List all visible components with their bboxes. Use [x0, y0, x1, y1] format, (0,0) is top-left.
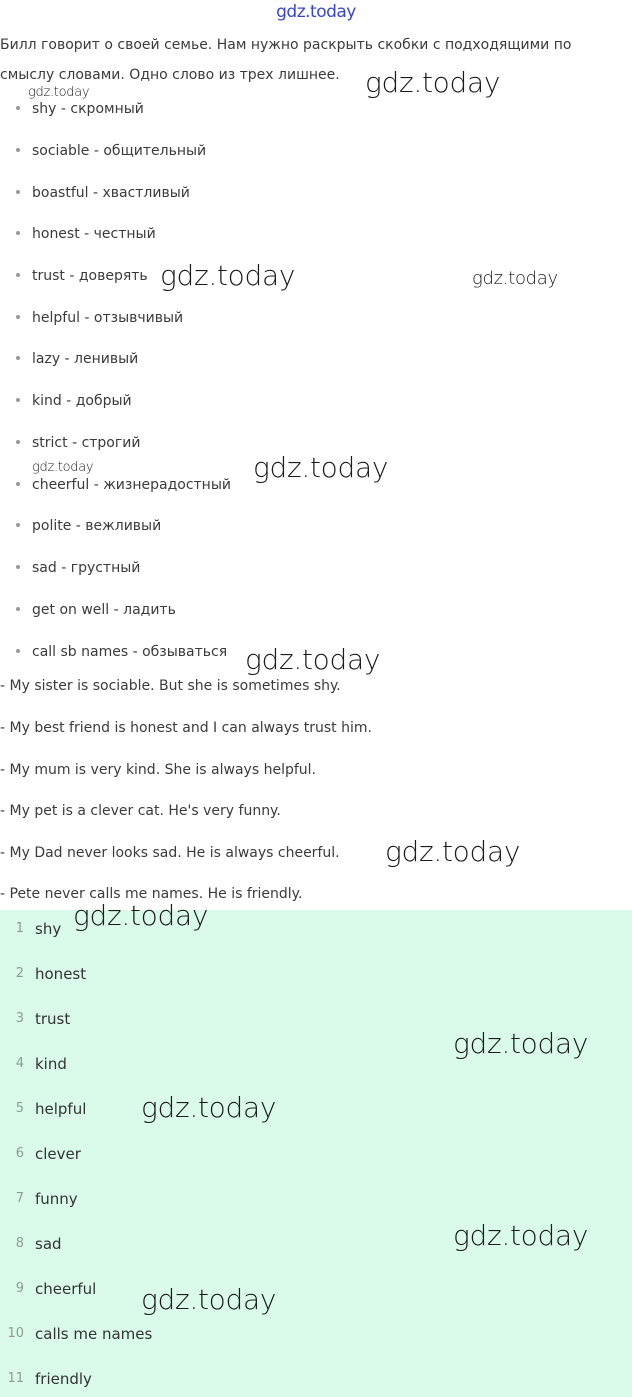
bullet-icon — [16, 190, 20, 194]
answer-word: friendly — [35, 1370, 92, 1388]
answer-number: 2 — [15, 966, 24, 981]
vocab-item — [16, 432, 140, 454]
answer-number: 10 — [7, 1326, 24, 1341]
vocab-item — [16, 390, 132, 412]
vocab-text: lazy - ленивый — [32, 351, 139, 367]
vocab-item — [16, 599, 176, 621]
vocab-text: polite - вежливый — [32, 518, 162, 534]
site-watermark-header: gdz.today — [276, 2, 356, 22]
vocab-text: call sb names - обзываться — [32, 644, 228, 660]
sentence: - Pete never calls me names. He is friendly. — [0, 886, 303, 902]
bullet-icon — [16, 482, 20, 486]
sentence: - My sister is sociable. But she is sometimes shy. — [0, 678, 341, 694]
vocab-item — [16, 348, 138, 370]
vocab-text: honest - честный — [32, 226, 156, 242]
bullet-icon — [16, 649, 20, 653]
watermark: gdz.today — [385, 835, 521, 868]
answer-word: funny — [35, 1190, 78, 1208]
watermark: gdz.today — [253, 451, 389, 484]
bullet-icon — [16, 148, 20, 152]
answer-word: shy — [35, 920, 62, 938]
answer-word: trust — [35, 1010, 71, 1028]
answer-word: clever — [35, 1145, 81, 1163]
answer-number: 6 — [15, 1146, 24, 1161]
sentence: - My best friend is honest and I can always trust him. — [0, 720, 372, 736]
vocab-text: sociable - общительный — [32, 143, 207, 159]
watermark: gdz.today — [32, 460, 94, 475]
answer-number: 8 — [15, 1236, 24, 1251]
vocab-item — [16, 182, 190, 204]
answer-number: 4 — [15, 1056, 24, 1071]
watermark: gdz.today — [73, 899, 209, 932]
vocab-item — [16, 515, 161, 537]
task-description: Билл говорит о своей семье. Нам нужно раскрыть скобки с подходящими по смыслу словами. Одно слово из трех лишнее. — [0, 37, 572, 83]
vocab-item — [16, 474, 231, 496]
watermark: gdz.today — [245, 643, 381, 676]
answer-number: 5 — [15, 1101, 24, 1116]
watermark: gdz.today — [141, 1091, 277, 1124]
sentence: - My Dad never looks sad. He is always cheerful. — [0, 845, 340, 861]
answer-number: 9 — [15, 1281, 24, 1296]
watermark: gdz.today — [453, 1219, 589, 1252]
watermark: gdz.today — [160, 259, 296, 292]
answer-number: 1 — [15, 921, 24, 936]
bullet-icon — [16, 607, 20, 611]
bullet-icon — [16, 565, 20, 569]
bullet-icon — [16, 398, 20, 402]
sentence: - My mum is very kind. She is always helpful. — [0, 762, 316, 778]
sentence: - My pet is a clever cat. He's very funny. — [0, 803, 281, 819]
bullet-icon — [16, 231, 20, 235]
watermark: gdz.today — [472, 268, 558, 289]
answer-word: calls me names — [35, 1325, 153, 1343]
answer-word: honest — [35, 965, 87, 983]
watermark: gdz.today — [453, 1027, 589, 1060]
vocab-item — [16, 223, 156, 245]
bullet-icon — [16, 273, 20, 277]
answer-number: 11 — [7, 1371, 24, 1386]
answer-number: 3 — [15, 1011, 24, 1026]
vocab-item — [16, 140, 206, 162]
watermark: gdz.today — [141, 1283, 277, 1316]
answer-word: helpful — [35, 1100, 87, 1118]
vocab-item — [16, 265, 148, 287]
bullet-icon — [16, 356, 20, 360]
bullet-icon — [16, 440, 20, 444]
vocab-item — [16, 307, 183, 329]
vocab-text: shy - скромный — [32, 101, 144, 117]
vocab-text: sad - грустный — [32, 560, 141, 576]
bullet-icon — [16, 523, 20, 527]
answer-word: kind — [35, 1055, 67, 1073]
watermark: gdz.today — [28, 85, 90, 100]
answer-word: sad — [35, 1235, 62, 1253]
vocab-text: get on well - ладить — [32, 602, 176, 618]
bullet-icon — [16, 106, 20, 110]
vocab-text: boastful - хвастливый — [32, 185, 190, 201]
watermark: gdz.today — [365, 66, 501, 99]
answer-word: cheerful — [35, 1280, 97, 1298]
vocab-item — [16, 98, 144, 120]
answer-box — [0, 910, 632, 1397]
vocab-text: cheerful - жизнерадостный — [32, 477, 231, 493]
vocab-item — [16, 641, 227, 663]
vocab-text: kind - добрый — [32, 393, 132, 409]
answer-number: 7 — [15, 1191, 24, 1206]
bullet-icon — [16, 315, 20, 319]
vocab-text: helpful - отзывчивый — [32, 310, 184, 326]
vocab-item — [16, 557, 140, 579]
vocab-text: trust - доверять — [32, 268, 148, 284]
vocab-text: strict - строгий — [32, 435, 141, 451]
